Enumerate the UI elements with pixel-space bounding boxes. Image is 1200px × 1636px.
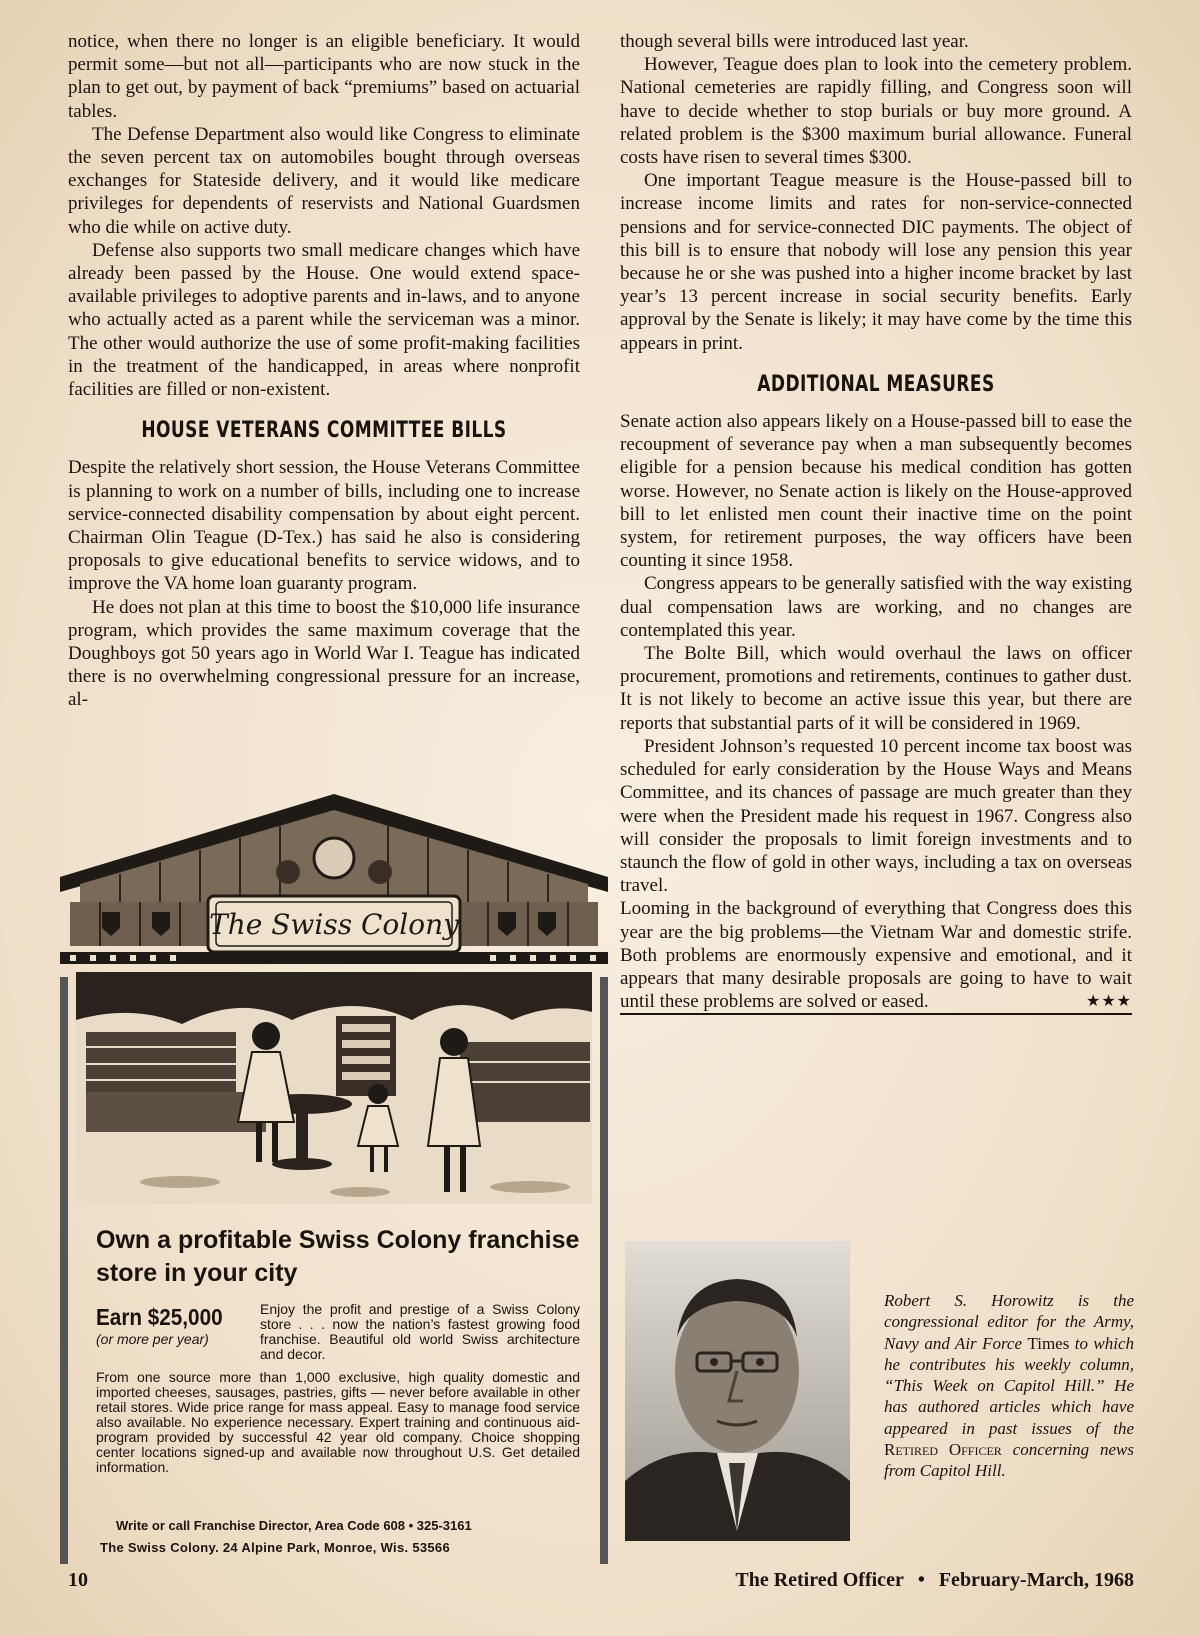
paragraph: Despite the relatively short session, the House Veterans Committee is planning to work on a number of bills, including one to increase service-connected disability compensation by about eight percent. Chairman Olin Teague (D-Tex.) has said he also is considering proposals to give educational benefits to service widows, and to improve the VA home loan guaranty program. (68, 457, 580, 595)
section-heading-additional-measures: ADDITIONAL MEASURES (757, 371, 995, 397)
left-column (68, 30, 580, 712)
ad-contact-address: The Swiss Colony. 24 Alpine Park, Monroe, Wis. 53566 (100, 1540, 450, 1555)
paragraph: The Defense Department also would like Congress to eliminate the seven percent tax on automobiles bought through overseas exchanges for Stateside delivery, and it would like medicare privileges for dependents of reservists and National Guardsmen who die while on active duty. (68, 123, 580, 238)
paragraph: Senate action also appears likely on a House-passed bill to ease the recoupment of severance pay when a man subsequently becomes eligible for a pension because his medical condition has gotten worse. However, no Senate action is likely on the House-approved bill to let enlisted men count their inactive time on the point system, for retirement purposes, the way officers have been counting it since 1958. (620, 411, 1132, 572)
paragraph: The Bolte Bill, which would overhaul the laws on officer procurement, promotions and retirements, continues to gather dust. It is not likely to become an active issue this year, but there are reports that substantial parts of it will be considered in 1969. (620, 643, 1132, 734)
page-number: 10 (68, 1569, 88, 1591)
author-photo (625, 1241, 850, 1541)
ad-earnings: Earn $25,000 (96, 1304, 223, 1330)
paragraph: President Johnson’s requested 10 percent income tax boost was scheduled for early consideration by the House Ways and Means Committee, and its chances of passage are much greater than they were when the President made his request in 1967. Congress also will consider the proposals to limit foreign investments and to staunch the flow of gold in other ways, including a tax on overseas travel. (620, 735, 1132, 897)
end-mark: ★★★ (1085, 993, 1132, 1011)
right-column (620, 30, 1132, 1015)
store-illustration (60, 792, 608, 1212)
paragraph: However, Teague does plan to look into the cemetery problem. National cemeteries are rapidly filling, and Congress soon will have to decide whether to stop burials or buy more ground. A related problem is the $300 maximum burial allowance. Funeral costs have risen to several times $300. (620, 54, 1132, 169)
paragraph: He does not plan at this time to boost the $10,000 life insurance program, which provides the same maximum coverage that the Doughboys got 50 years ago in World War I. Teague has indicated there is no overwhelming congressional pressure for an increase, al- (68, 596, 580, 711)
section-heading-house-veterans: HOUSE VETERANS COMMITTEE BILLS (141, 418, 507, 444)
swiss-colony-advertisement (60, 792, 608, 1564)
author-bio (884, 1290, 1134, 1482)
paragraph: notice, when there no longer is an eligible beneficiary. It would permit some—but not all—participants who are now stuck in the plan to get out, by payment of back “premiums” based on actuarial tables. (68, 31, 580, 122)
ad-intro-text: Enjoy the profit and prestige of a Swiss Colony store . . . now the nation’s fastest growing food franchise. Beautiful old world Swiss architecture and decor. (260, 1301, 580, 1362)
ad-contact-phone: Write or call Franchise Director, Area Code 608 • 325-3161 (116, 1518, 472, 1533)
bio-magazine: Retired Officer (884, 1440, 1002, 1460)
ad-headline: Own a profitable Swiss Colony franchise store in your city (96, 1226, 580, 1287)
running-footer (735, 1569, 1134, 1592)
store-sign-text: The Swiss Colony (209, 908, 459, 941)
paragraph: though several bills were introduced last year. (620, 31, 969, 52)
footer-issue: February-March, 1968 (938, 1569, 1134, 1591)
bio-text: to which he contributes his weekly column, “This Week on Capitol Hill.” He has authored articles which have appeared in past issues of the (884, 1333, 1134, 1438)
ad-earnings-note: (or more per year) (96, 1331, 209, 1347)
closing-paragraph (620, 897, 1132, 1015)
paragraph: One important Teague measure is the House-passed bill to increase income limits and rates for non-service-connected pensions and for service-connected DIC payments. The object of this bill is to ensure that nobody will lose any pension this year because he or she was pushed into a higher income bracket by last year’s 13 percent increase in social security benefits. Early approval by the Senate is likely; it may have come by the time this appears in print. (620, 170, 1132, 354)
ad-body-text: From one source more than 1,000 exclusive, high quality domestic and imported cheeses, sausages, pastries, gifts — never before available in other retail stores. Wide price range for mass appeal. Easy to manage food service also available. No experience necessary. Expert training and continuous aid-program provided by successful 42 year old company. Choice shopping center locations signed-up and available now throughout U.S. Get detailed information. (96, 1369, 580, 1475)
paragraph: Defense also supports two small medicare changes which have already been passed by the House. One would extend space-available privileges to adoptive parents and in-laws, and to anyone who actually acted as a parent while the serviceman was a minor. The other would authorize the use of some profit-making facilities in the treatment of the handicapped, in areas where nonprofit facilities are filled or non-existent. (68, 239, 580, 401)
paragraph: Congress appears to be generally satisfied with the way existing dual compensation laws are working, and no changes are contemplated this year. (620, 573, 1132, 641)
paragraph: Looming in the background of everything that Congress does this year are the big problems—the Vietnam War and domestic strife. Both problems are enormously expensive and emotional, and it appears that many desirable proposals are going to have to wait until these problems are solved or eased. (620, 898, 1132, 1013)
footer-separator: • (917, 1569, 925, 1591)
bio-text: concerning news from Capitol Hill. (884, 1440, 1134, 1481)
footer-magazine: The Retired Officer (735, 1569, 904, 1591)
bio-text: Robert S. Horowitz is the congressional editor for the Army, Navy and Air Force (884, 1291, 1134, 1353)
bio-publication: Times (1027, 1333, 1070, 1353)
